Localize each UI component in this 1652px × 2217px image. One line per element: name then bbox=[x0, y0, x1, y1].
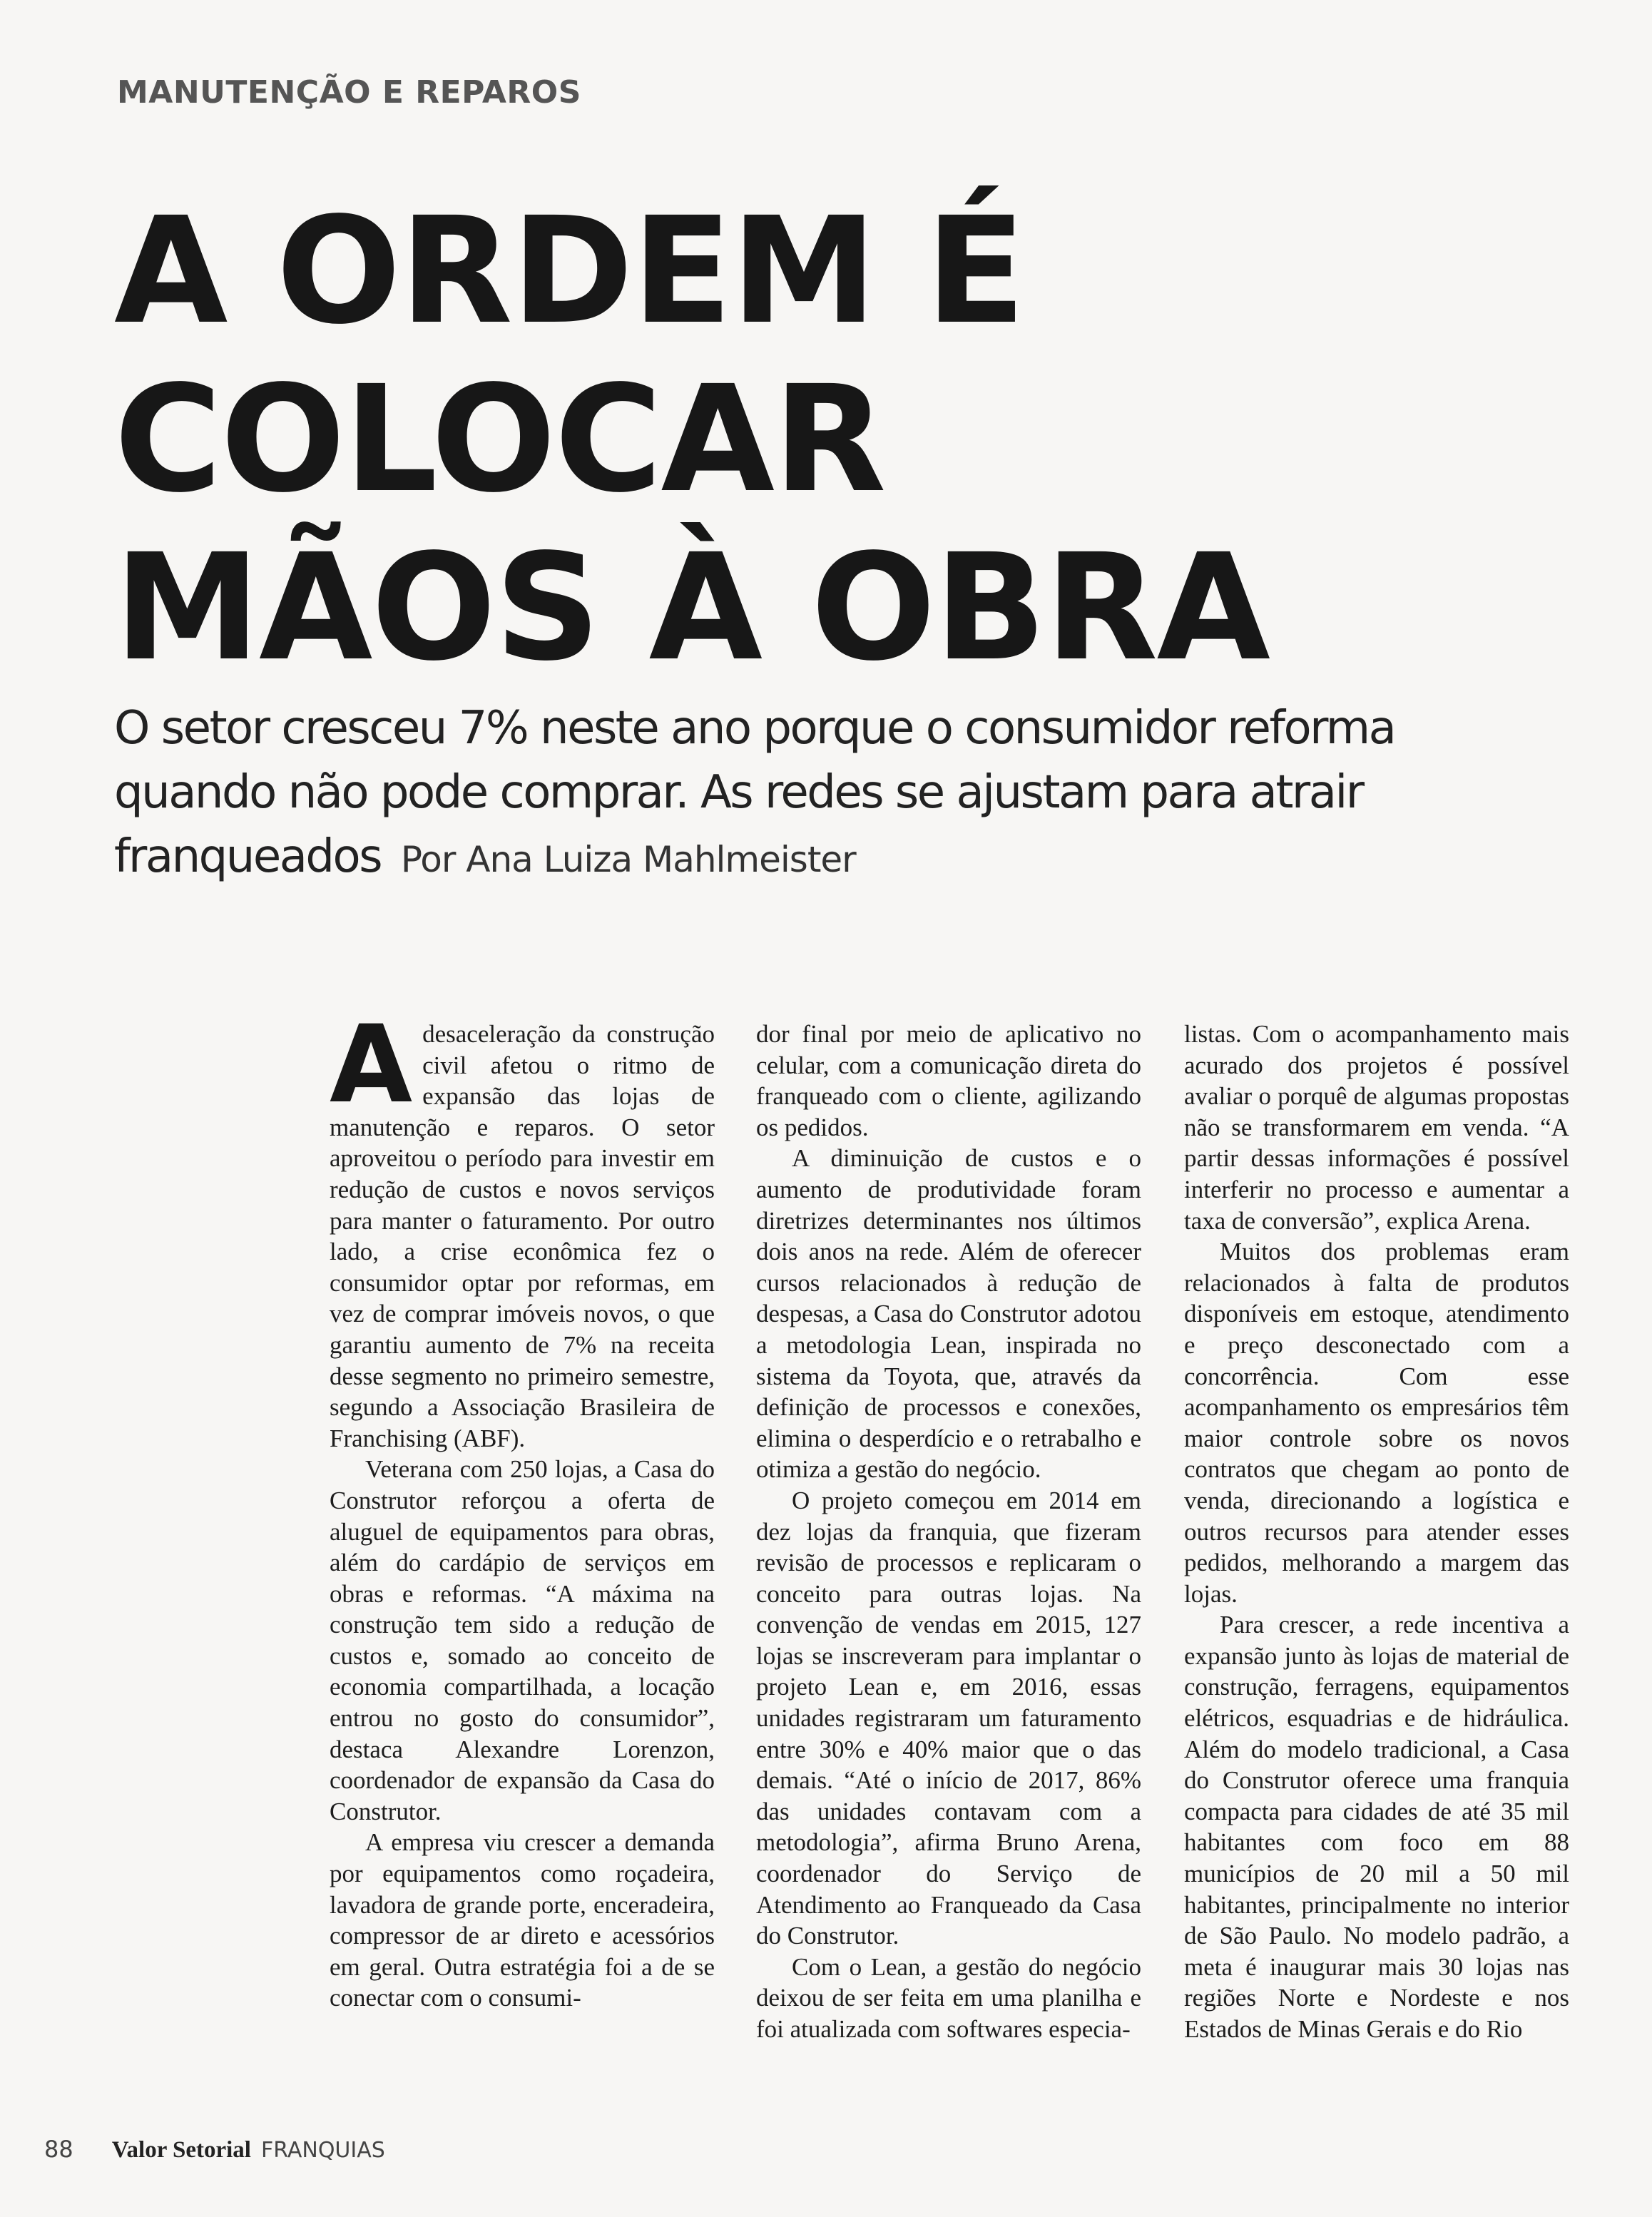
paragraph: dor final por meio de aplicativo no celular, com a comunicação direta do franqueado com o cliente, agilizando os pedidos. bbox=[756, 1020, 1141, 1141]
page-number: 88 bbox=[44, 2136, 73, 2163]
paragraph: A empresa viu crescer a demanda por equipamentos como roçadeira, lavadora de grande porte, enceradeira, compressor de ar direto e acessórios em geral. Outra estratégia foi a de se conectar com o consumi- bbox=[330, 1828, 715, 2012]
headline-line-3: MÃOS À OBRA bbox=[114, 522, 1269, 693]
drop-cap: A bbox=[330, 1003, 413, 1127]
article-column-3 bbox=[1184, 1019, 1569, 2045]
subtitle bbox=[114, 696, 1469, 892]
headline bbox=[114, 187, 1327, 692]
page-footer bbox=[44, 2136, 385, 2164]
deck-text: O setor cresceu 7% neste ano porque o consumidor reforma quando não pode comprar. As redes se ajustam para atrair franqueados bbox=[114, 702, 1395, 883]
headline-line-1: A ORDEM É bbox=[114, 185, 1025, 357]
publication-name: Valor Setorial bbox=[111, 2137, 251, 2163]
byline: Por Ana Luiza Mahlmeister bbox=[400, 839, 856, 880]
publication-section: FRANQUIAS bbox=[260, 2138, 385, 2163]
paragraph: Para crescer, a rede incentiva a expansão junto às lojas de material de construção, ferragens, equipamentos elétricos, esquadrias e de hidráulica. Além do modelo tradicional, a Casa do Construtor oferece uma franquia compacta para cidades de até 35 mil habitantes com foco em 88 municípios de 20 mil a 50 mil habitantes, principalmente no interior de São Paulo. No modelo padrão, a meta é inaugurar mais 30 lojas nas regiões Norte e Nordeste e nos Estados de Minas Gerais e do Rio bbox=[1184, 1611, 1569, 2043]
paragraph: Veterana com 250 lojas, a Casa do Construtor reforçou a oferta de aluguel de equipamentos para obras, além do cardápio de serviços em obras e reformas. “A máxima na construção tem sido a redução de custos e, somado ao conceito de economia compartilhada, a locação entrou no gosto do consumidor”, destaca Alexandre Lorenzon, coordenador de expansão da Casa do Construtor. bbox=[330, 1455, 715, 1825]
paragraph: listas. Com o acompanhamento mais acurado dos projetos é possível avaliar o porquê de algumas propostas não se transformarem em venda. “A partir dessas informações é possível interferir no processo e aumentar a taxa de conversão”, explica Arena. bbox=[1184, 1020, 1569, 1235]
paragraph: Com o Lean, a gestão do negócio deixou de ser feita em uma planilha e foi atualizada com softwares especia- bbox=[756, 1952, 1141, 2043]
article-column-2 bbox=[756, 1019, 1141, 2045]
paragraph: O projeto começou em 2014 em dez lojas da franquia, que fizeram revisão de processos e replicaram o conceito para outras lojas. Na convenção de vendas em 2015, 127 lojas se inscreveram para implantar o projeto Lean e, em 2016, essas unidades registraram um faturamento entre 30% e 40% maior que o das demais. “Até o início de 2017, 86% das unidades contavam com a metodologia”, afirma Bruno Arena, coordenador do Serviço de Atendimento ao Franqueado da Casa do Construtor. bbox=[756, 1486, 1141, 1950]
headline-line-2: COLOCAR bbox=[114, 354, 885, 525]
paragraph: A diminuição de custos e o aumento de produtividade foram diretrizes determinantes nos últimos dois anos na rede. Além de oferecer cursos relacionados à redução de despesas, a Casa do Construtor adotou a metodologia Lean, inspirada no sistema da Toyota, que, através da definição de processos e conexões, elimina o desperdício e o retrabalho e otimiza a gestão do negócio. bbox=[756, 1144, 1141, 1484]
section-label: MANUTENÇÃO E REPAROS bbox=[117, 74, 581, 111]
paragraph bbox=[330, 1003, 715, 1454]
article-column-1 bbox=[330, 1003, 715, 2014]
paragraph: Muitos dos problemas eram relacionados à falta de produtos disponíveis em estoque, atendimento e preço desconectado com a concorrência. Com esse acompanhamento os empresários têm maior controle sobre os novos contratos que chegam ao ponto de venda, direcionando a logística e outros recursos para atender esses pedidos, melhorando a margem das lojas. bbox=[1184, 1238, 1569, 1608]
paragraph-text: desaceleração da construção civil afetou o ritmo de expansão das lojas de manutenção e reparos. O setor aproveitou o período para investir em redução de custos e novos serviços para manter o faturamento. Por outro lado, a crise econômica fez o consumidor optar por reformas, em vez de comprar imóveis novos, o que garantiu aumento de 7% na receita desse segmento no primeiro semestre, segundo a Associação Brasileira de Franchising (ABF). bbox=[330, 1020, 715, 1452]
